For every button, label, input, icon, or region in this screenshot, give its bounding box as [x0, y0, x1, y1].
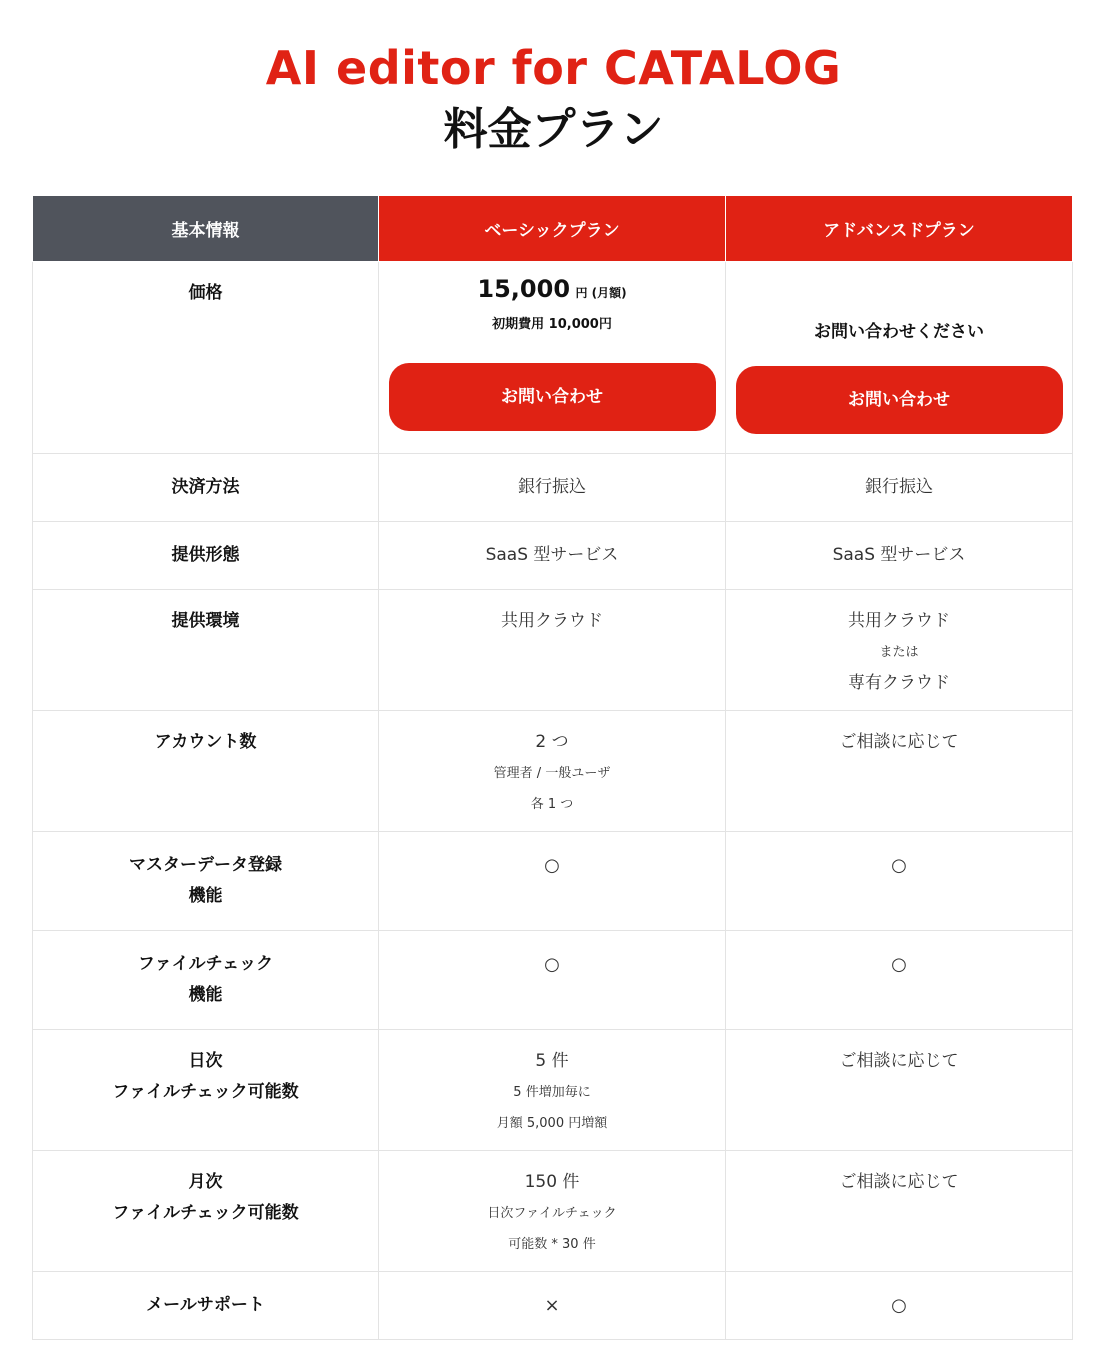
cell-basic-mail-support	[379, 1272, 726, 1340]
row-label-line2: ファイルチェック可能数	[112, 1203, 299, 1223]
advanced-daily-text: ご相談に応じて	[839, 1051, 959, 1071]
table-row-monthly	[33, 1151, 1073, 1272]
advanced-accounts-text: ご相談に応じて	[839, 732, 959, 752]
table-row-environment	[33, 590, 1073, 711]
table-header-row	[33, 196, 1073, 262]
row-label-line1: 日次	[188, 1051, 223, 1071]
advanced-contact-text: お問い合わせください	[814, 322, 984, 342]
advanced-monthly-text: ご相談に応じて	[839, 1172, 959, 1192]
header-basic-info: 基本情報	[33, 196, 379, 262]
cell-basic-accounts	[379, 711, 726, 832]
row-label-line2: ファイルチェック可能数	[112, 1082, 299, 1102]
cell-advanced-payment: 銀行振込	[726, 454, 1073, 522]
basic-file-check-mark: ○	[544, 954, 560, 975]
advanced-environment-line1: 共用クラウド	[848, 611, 950, 631]
basic-monthly-main: 150 件	[524, 1172, 580, 1192]
row-label-payment: 決済方法	[33, 454, 379, 522]
cell-advanced-master-data	[726, 832, 1073, 931]
table-row-daily	[33, 1030, 1073, 1151]
basic-mail-support-mark: ×	[544, 1294, 560, 1316]
cell-basic-daily	[379, 1030, 726, 1151]
basic-master-data-mark: ○	[544, 855, 560, 876]
basic-environment-text: 共用クラウド	[501, 611, 603, 631]
header-basic-plan: ベーシックプラン	[379, 196, 726, 262]
advanced-environment-or: または	[879, 645, 919, 660]
basic-daily-sub1: 5 件増加毎に	[513, 1085, 591, 1100]
table-row-mail-support	[33, 1272, 1073, 1340]
cell-advanced-accounts	[726, 711, 1073, 832]
advanced-contact-button[interactable]: お問い合わせ	[736, 366, 1063, 434]
basic-monthly-sub2: 可能数 * 30 件	[508, 1237, 596, 1252]
cell-advanced-file-check	[726, 931, 1073, 1030]
cell-basic-environment	[379, 590, 726, 711]
basic-accounts-sub2: 各 1 つ	[530, 797, 574, 812]
cell-advanced-mail-support	[726, 1272, 1073, 1340]
basic-price-amount: 15,000	[477, 275, 571, 303]
basic-accounts-sub1: 管理者 / 一般ユーザ	[493, 766, 611, 781]
cell-basic-payment: 銀行振込	[379, 454, 726, 522]
advanced-file-check-mark: ○	[891, 954, 907, 975]
cell-advanced-monthly	[726, 1151, 1073, 1272]
row-label-monthly	[33, 1151, 379, 1272]
basic-daily-sub2: 月額 5,000 円増額	[496, 1116, 608, 1131]
header-advanced-plan: アドバンスドプラン	[726, 196, 1073, 262]
table-row-price	[33, 262, 1073, 454]
table-row-delivery	[33, 522, 1073, 590]
row-label-line1: マスターデータ登録	[129, 855, 282, 875]
row-label-mail-support: メールサポート	[33, 1272, 379, 1340]
row-label-file-check	[33, 931, 379, 1030]
row-label-environment: 提供環境	[33, 590, 379, 711]
basic-daily-main: 5 件	[535, 1051, 569, 1071]
basic-contact-button[interactable]: お問い合わせ	[389, 363, 716, 431]
row-label-line2: 機能	[188, 886, 223, 906]
row-label-text: 価格	[188, 283, 223, 303]
pricing-table	[32, 195, 1073, 1340]
basic-initial-fee: 初期費用 10,000円	[492, 317, 612, 332]
row-label-line1: 月次	[188, 1172, 223, 1192]
basic-accounts-main: 2 つ	[535, 732, 569, 752]
page-title-ja: 料金プラン	[443, 104, 664, 155]
row-label-line1: ファイルチェック	[137, 954, 274, 974]
cell-basic-file-check	[379, 931, 726, 1030]
cell-basic-master-data	[379, 832, 726, 931]
basic-price-unit: 円 (月額)	[575, 286, 627, 300]
row-label-delivery: 提供形態	[33, 522, 379, 590]
row-label-daily	[33, 1030, 379, 1151]
basic-monthly-sub1: 日次ファイルチェック	[487, 1206, 617, 1221]
table-row-payment	[33, 454, 1073, 522]
cell-advanced-environment	[726, 590, 1073, 711]
cell-advanced-daily	[726, 1030, 1073, 1151]
advanced-environment-line2: 専有クラウド	[848, 673, 950, 693]
cell-advanced-price	[726, 262, 1073, 454]
table-row-file-check	[33, 931, 1073, 1030]
advanced-master-data-mark: ○	[891, 855, 907, 876]
cell-basic-monthly	[379, 1151, 726, 1272]
table-row-master-data	[33, 832, 1073, 931]
row-label-accounts: アカウント数	[33, 711, 379, 832]
page-title-en: AI editor for CATALOG	[265, 41, 842, 95]
cell-basic-price	[379, 262, 726, 454]
advanced-mail-support-mark: ○	[891, 1294, 907, 1316]
cell-advanced-delivery: SaaS 型サービス	[726, 522, 1073, 590]
row-label-line2: 機能	[188, 985, 223, 1005]
table-row-accounts	[33, 711, 1073, 832]
row-label-price	[33, 262, 379, 454]
row-label-master-data	[33, 832, 379, 931]
cell-basic-delivery: SaaS 型サービス	[379, 522, 726, 590]
